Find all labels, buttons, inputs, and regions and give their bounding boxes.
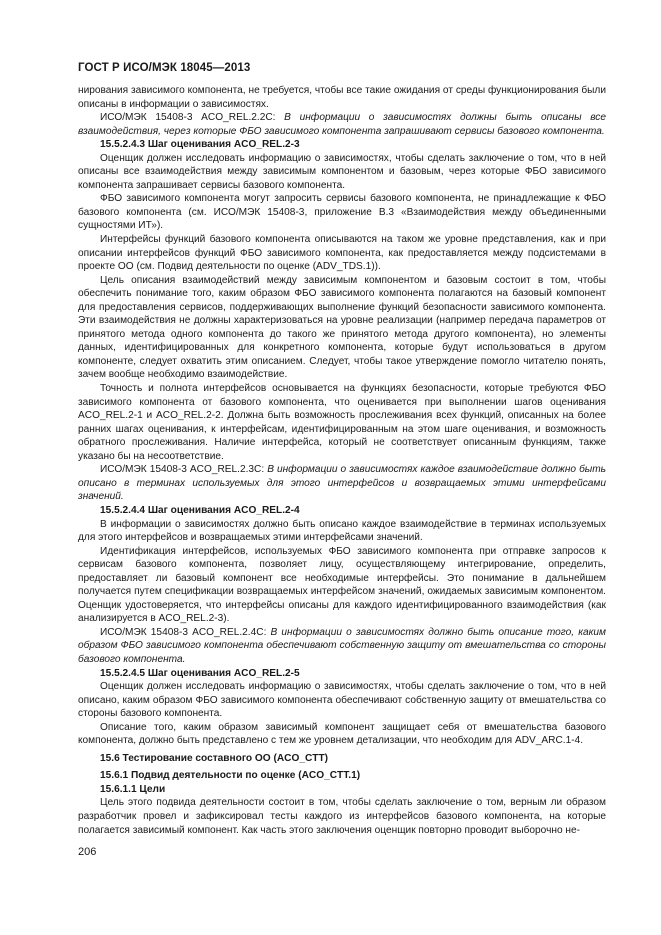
section-heading: 15.5.2.4.3 Шаг оценивания ACO_REL.2-3	[100, 139, 300, 151]
requirement-ref: ИСО/МЭК 15408-3 ACO_REL.2.3C:	[100, 464, 268, 476]
paragraph: Цель этого подвида деятельности состоит в том, чтобы сделать заключение о том, верным ли образом разработчик провел и зафиксировал тесты каждого из интерфейсов базового компонента, на которые полагается зависимый компонент. Как часть этого заключения оценщик повторно проводит выборочно не-	[78, 797, 606, 836]
requirement-paragraph	[78, 111, 606, 138]
document-body	[78, 84, 606, 837]
requirement-text: В информации о зависимостях каждое взаимодействие должно быть описано в терминах используемых для этого интерфейсов и возвращаемых этими интерфейсами значений.	[78, 464, 606, 503]
paragraph: ФБО зависимого компонента могут запросить сервисы базового компонента, не принадлежащие к ФБО базового компонента (см. ИСО/МЭК 15408-3, приложение В.3 «Взаимодействия между объединенными сущностями ИТ»).	[78, 193, 606, 232]
paragraph: Оценщик должен исследовать информацию о зависимостях, чтобы сделать заключение о том, что в ней описано, каким образом ФБО зависимого компонента обеспечивают собственную защиту от вмешательства со стороны базового компонента.	[78, 681, 606, 720]
paragraph: Интерфейсы функций базового компонента описываются на таком же уровне представления, как и при описании интерфейсов функций ФБО зависимого компонента, как предоставляется между подсистемами в проекте ОО (см. Подвид деятельности по оценке (ADV_TDS.1)).	[78, 234, 606, 273]
paragraph: Оценщик должен исследовать информацию о зависимостях, чтобы сделать заключение о том, что в ней описаны все взаимодействия между зависимым компонентом и базовым, через которые ФБО зависимого компонента запрашивает сервисы базового компонента.	[78, 152, 606, 191]
paragraph: нирования зависимого компонента, не требуется, чтобы все такие ожидания от среды функционирования были описаны в информации о зависимостях.	[78, 85, 606, 110]
section-heading: 15.6.1 Подвид деятельности по оценке (ACO_CTT.1)	[100, 770, 361, 782]
requirement-ref: ИСО/МЭК 15408-3 ACO_REL.2.4C:	[100, 626, 271, 638]
requirement-paragraph	[78, 626, 606, 667]
section-heading: 15.6 Тестирование составного ОО (ACO_CTT)	[100, 752, 329, 764]
requirement-paragraph	[78, 463, 606, 504]
section-heading: 15.6.1.1 Цели	[100, 783, 166, 795]
paragraph: Идентификация интерфейсов, используемых ФБО зависимого компонента при отправке запросов к сервисам базового компонента, позволяет лицу, осуществляющему интегрирование, определить, предоставляет ли базовый компонент все необходимые интерфейсы. Это понимание в дальнейшем получается путем спецификации возвращаемых интерфейсом значений, ожидаемых зависимым компонентом. Оценщик удостоверяется, что интерфейсы описаны для каждого идентифицированного взаимодействия (как анализируется в ACO_REL.2-3).	[78, 545, 606, 625]
paragraph: Точность и полнота интерфейсов основывается на функциях безопасности, которые требуются ФБО зависимого компонента от базового компонента, что оценивается при выполнении шагов оценивания ACO_REL.2-1 и ACO_REL.2-2. Должна быть возможность прослеживания всех функций, описанных на более ранних шагах оценивания, к интерфейсам, идентифицированным на этом шаге оценивания, и возможность обратного прослеживания. Наличие интерфейса, который не соответствует описанным функциям, также указано бы на несоответствие.	[78, 383, 606, 462]
paragraph: В информации о зависимостях должно быть описано каждое взаимодействие в терминах используемых для этого интерфейсов и возвращаемых этими интерфейсами значений.	[78, 518, 606, 544]
section-heading: 15.5.2.4.5 Шаг оценивания ACO_REL.2-5	[100, 667, 300, 679]
requirement-text: В информации о зависимостях должно быть описание того, каким образом ФБО зависимого компонента обеспечивают собственную защиту от вмешательства со стороны базового компонента.	[78, 626, 606, 665]
requirement-ref: ИСО/МЭК 15408-3 ACO_REL.2.2C:	[100, 112, 285, 124]
paragraph: Описание того, каким образом зависимый компонент защищает себя от вмешательства базового компонента, должно быть представлено с тем же уровнем детализации, что необходим для ADV_ARC.1-4.	[78, 721, 606, 747]
section-heading: 15.5.2.4.4 Шаг оценивания ACO_REL.2-4	[100, 504, 300, 516]
page-number: 206	[78, 846, 97, 858]
paragraph: Цель описания взаимодействий между зависимым компонентом и базовым состоит в том, чтобы обеспечить понимание того, каким образом ФБО зависимого компонента полагаются на базовый компонент для предоставления сервисов, поддерживающих выполнение функций безопасности зависимого компонента. Эти взаимодействия не должны характеризоваться на уровне реализации (например передача параметров от принятого метода одного компонента до такого же принятого метода другого компонента), но элементы данных, идентифицированных для конкретного компонента, которые будут использоваться в другом компоненте, следует охватить этим описанием. Следует, чтобы такое утверждение помогло читателю понять, зачем вообще необходимо взаимодействие.	[78, 274, 606, 381]
requirement-text: В информации о зависимостях должны быть описаны все взаимодействия, через которые ФБО зависимого компонента запрашивают сервисы базового компонента.	[78, 112, 606, 137]
document-header: ГОСТ Р ИСО/МЭК 18045—2013	[78, 62, 251, 74]
